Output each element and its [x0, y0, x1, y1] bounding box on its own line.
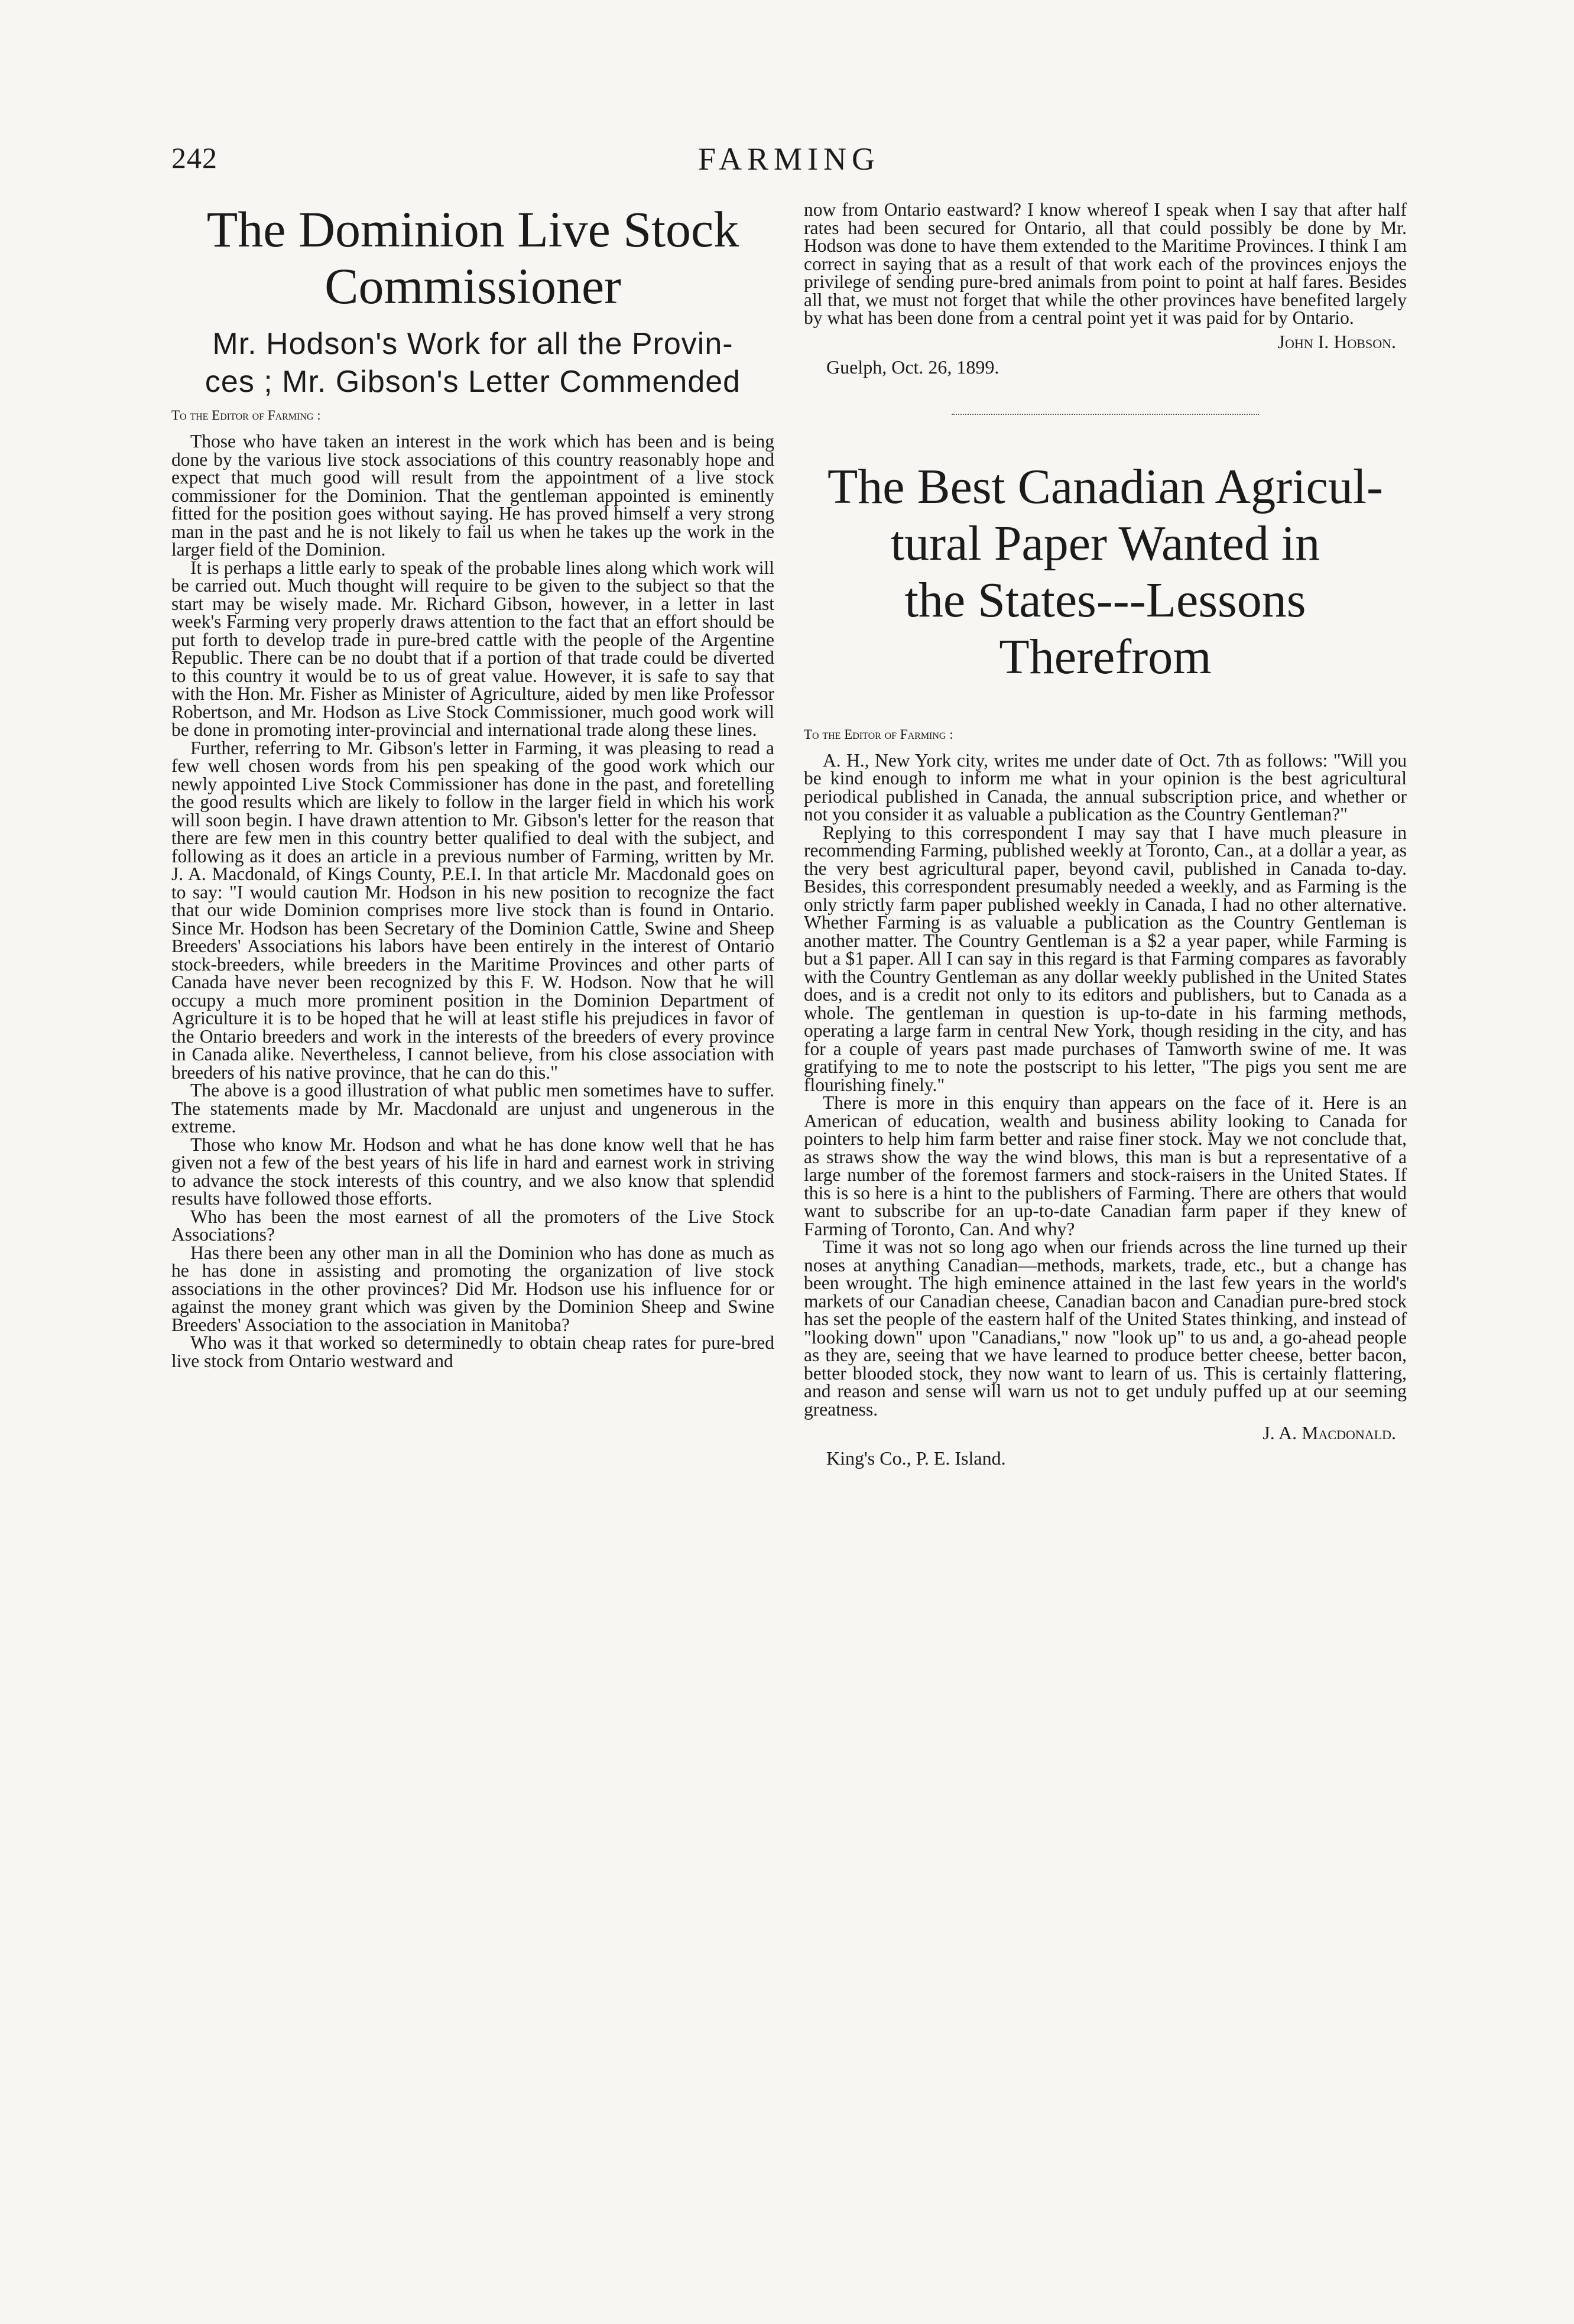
- article2-place: King's Co., P. E. Island.: [826, 1447, 1006, 1469]
- article2-paragraph: Time it was not so long ago when our friends across the line turned up their noses at anything Canadian—methods, markets, trade, etc., but a change has been wrought. The high eminence attained in the last few years in the world's markets of our Canadian cheese, Canadian bacon and Canadian pure-bred stock has set the people of the eastern half of the United States thinking, and instead of "looking down" upon "Canadians," now "look up" to us and, a go-ahead people as they are, seeing that we have learned to produce better cheese, better bacon, better blooded stock, they now want to learn of us. This is certainly flattering, and reason and sense will warn us not to get unduly puffed up at our seeming greatness.: [804, 1236, 1407, 1420]
- right-column: [804, 201, 1407, 1469]
- page-header: [171, 141, 1407, 188]
- page-number: 242: [171, 141, 218, 174]
- article2-paragraph: A. H., New York city, writes me under date of Oct. 7th as follows: "Will you be kind enough to inform me what in your opinion is the best agricultural periodical published in Canada, the annual subscription price, and whether or not you consider it as valuable a publication as the Country Gentleman?": [804, 749, 1407, 825]
- article1-paragraph: Those who know Mr. Hodson and what he has done know well that he has given not a few of the best years of his life in hard and earnest work in striving to advance the stock interests of this country, and we also know that splendid results have followed those efforts.: [171, 1134, 774, 1209]
- left-column: [171, 201, 774, 1370]
- article1-salutation: To the Editor of Farming :: [171, 408, 321, 423]
- article2-title: [804, 459, 1407, 686]
- article1-continuation: now from Ontario eastward? I know whereof I speak when I say that after half rates had been secured for Ontario, all that could possibly be done by Mr. Hodson was done to have them extended to the Maritime Provinces. I think I am correct in saying that as a result of that work each of the provinces enjoys the privilege of sending pure-bred animals from point to point at half fares. Besides all that, we must not forget that while the other provinces have benefited largely by what has been done from a central point yet it was paid for by Ontario.: [804, 199, 1407, 328]
- article2-paragraph: There is more in this enquiry than appears on the face of it. Here is an American of education, wealth and business ability looking to Canada for pointers to help him farm better and raise finer stock. May we not conclude that, as straws show the way the wind blows, this man is but a representative of a large number of the foremost farmers and stock-raisers in the United States. If this is so here is a hint to the publishers of Farming. There are others that would want to subscribe for an up-to-date Canadian farm paper if they knew of Farming of Toronto, Can. And why?: [804, 1092, 1407, 1239]
- running-head: FARMING: [697, 141, 881, 177]
- article2-paragraph: Replying to this correspondent I may say that I have much pleasure in recommending Farming, published weekly at Toronto, Can., at a dollar a year, as the very best agricultural paper, beyond cavil, published in Canada to-day. Besides, this correspondent presumably needed a weekly, and as Farming is the only strictly farm paper published weekly in Canada, I had no other alternative. Whether Farming is as valuable a publication as the Country Gentleman is another matter. The Country Gentleman is a $2 a year paper, while Farming is but a $1 paper. All I can say in this regard is that Farming compares as favorably with the Country Gentleman as any dollar weekly published in the United States does, and is a credit not only to its editors and publishers, but to Canada as a whole. The gentleman in question is up-to-date in his farming methods, operating a large farm in central New York, though residing in the city, and has for a couple of years past made purchases of Tamworth swine of me. It was gratifying to me to note the postscript to his letter, "The pigs you sent me are flourishing finely.": [804, 822, 1407, 1095]
- article1-paragraph: Has there been any other man in all the Dominion who has done as much as he has done in assisting and promoting the organization of live stock associations in the other provinces? Did Mr. Hodson use his influence for or against the money grant which was given by the Dominion Sheep and Swine Breeders' Association to the association in Manitoba?: [171, 1242, 774, 1335]
- article1-place-date: Guelph, Oct. 26, 1899.: [826, 356, 999, 378]
- article1-signature: John I. Hobson.: [1277, 330, 1396, 352]
- article2-signature: J. A. Macdonald.: [1263, 1422, 1396, 1443]
- article2-title-line3: the States---Lessons: [904, 572, 1306, 628]
- article1-subtitle-line1: Mr. Hodson's Work for all the Provin-: [212, 327, 734, 361]
- article1-title-line2: Commissioner: [324, 258, 621, 314]
- article1-subtitle-line2: ces ; Mr. Gibson's Letter Commended: [205, 365, 741, 399]
- article1-paragraph: It is perhaps a little early to speak of the probable lines along which work will be carried out. Much thought will require to be given to the subject so that the start may be wisely made. Mr. Richard Gibson, however, in a letter in last week's Farming very properly draws attention to the fact that an effort should be put forth to develop trade in pure-bred cattle with the people of the Argentine Republic. There can be no doubt that if a portion of that trade could be diverted to this country it would be to us of great value. However, it is safe to say that with the Hon. Mr. Fisher as Minister of Agriculture, aided by men like Professor Robertson, and Mr. Hodson as Live Stock Commissioner, much good work will be done in promoting inter-provincial and international trade along these lines.: [171, 557, 774, 740]
- section-divider: [952, 414, 1259, 415]
- article1-title: [171, 201, 774, 314]
- article1-paragraph: Those who have taken an interest in the work which has been and is being done by the various live stock associations of this country reasonably hope and expect that much good will result from the appointment of a live stock commissioner for the Dominion. That the gentleman appointed is eminently fitted for the position goes without saying. He has proved himself a very strong man in the past and he is not likely to fail us when he takes up the work in the larger field of the Dominion.: [171, 431, 774, 560]
- article2-title-line4: Therefrom: [999, 629, 1212, 684]
- article1-paragraph: Who has been the most earnest of all the promoters of the Live Stock Associations?: [171, 1206, 774, 1245]
- article2-title-line2: tural Paper Wanted in: [890, 515, 1320, 571]
- article1-paragraph: Further, referring to Mr. Gibson's letter in Farming, it was pleasing to read a few well chosen words from his pen speaking of the good work which our newly appointed Live Stock Commissioner has done in the past, and foretelling the good results which are likely to follow in the larger field in which his work will soon begin. I have drawn attention to Mr. Gibson's letter for the reason that there are few men in this country better qualified to deal with the subject, and following as it does an article in a previous number of Farming, written by Mr. J. A. Macdonald, of Kings County, P.E.I. In that article Mr. Macdonald goes on to say: "I would caution Mr. Hodson in his new position to recognize the fact that our wide Dominion comprises more live stock than is found in Ontario. Since Mr. Hodson has been Secretary of the Dominion Cattle, Swine and Sheep Breeders' Associations his labors have been entirely in the interest of Ontario stock-breeders, while breeders in the Maritime Provinces and other parts of Canada have never been recognized by this F. W. Hodson. Now that he will occupy a much more prominent position in the Dominion Department of Agriculture it is to be hoped that he will at least stifle his prejudices in favor of the Ontario breeders and work in the interests of the breeders of every province in Canada alike. Nevertheless, I cannot believe, from his close association with breeders of his native province, that he can do this.": [171, 737, 774, 1083]
- article1-subtitle: [171, 325, 774, 401]
- article2-salutation: To the Editor of Farming :: [804, 726, 953, 742]
- article1-title-line1: The Dominion Live Stock: [206, 201, 739, 258]
- article2-title-line1: The Best Canadian Agricul-: [827, 459, 1384, 514]
- article1-paragraph: The above is a good illustration of what public men sometimes have to suffer. The statements made by Mr. Macdonald are unjust and ungenerous in the extreme.: [171, 1080, 774, 1137]
- article1-paragraph: Who was it that worked so determinedly to obtain cheap rates for pure-bred live stock from Ontario westward and: [171, 1332, 774, 1371]
